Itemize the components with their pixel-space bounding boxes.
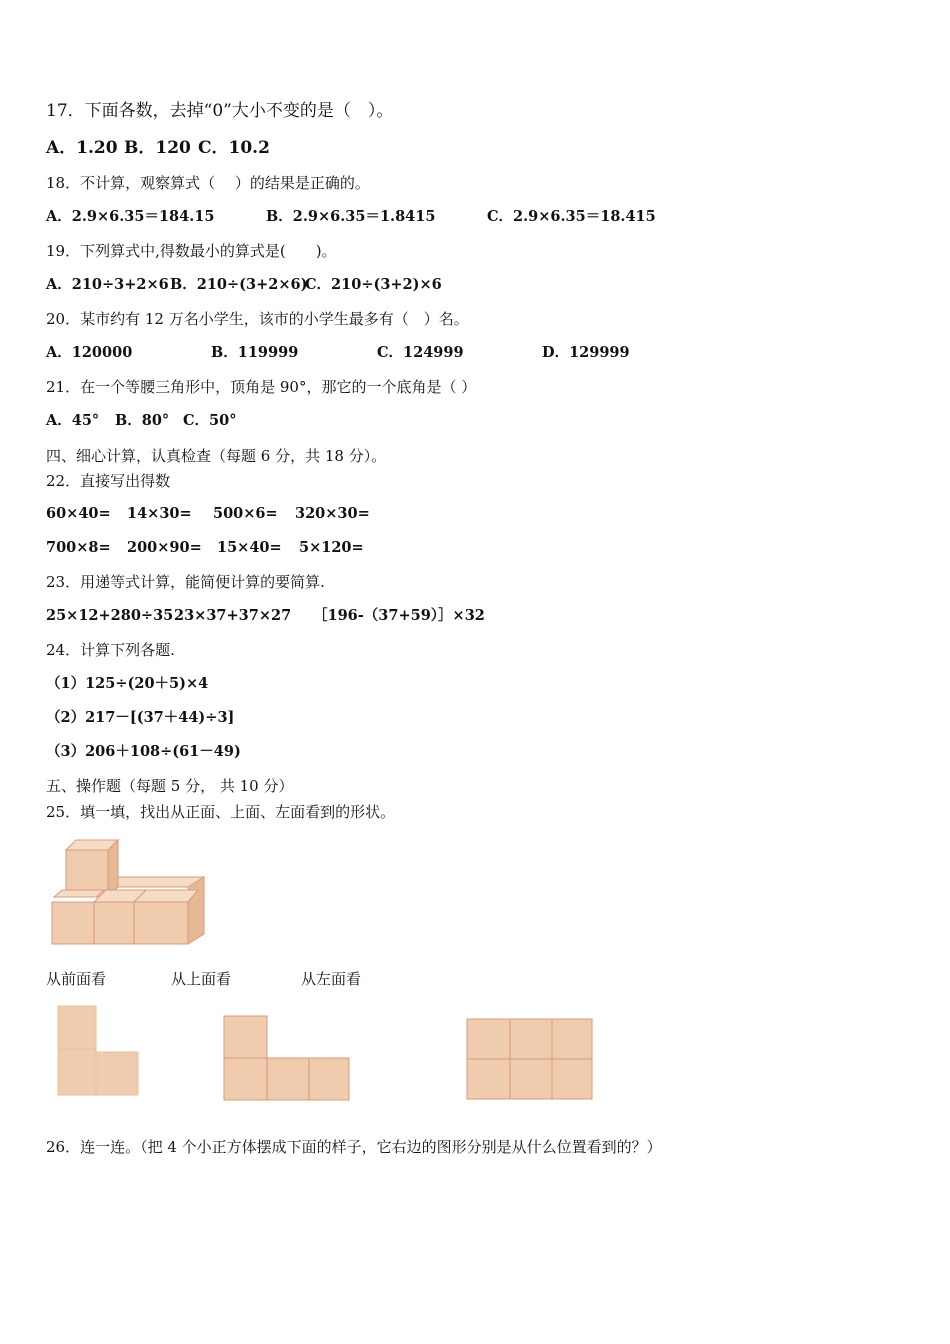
q26-stem: 26．连一连。（把 4 个小正方体摆成下面的样子，它右边的图形分别是从什么位置看到的？）: [46, 1138, 662, 1156]
q20-option-a: A．120000: [46, 344, 133, 361]
top-view-figure: [222, 1014, 352, 1102]
q24-item: （3）206＋108÷(61－49): [46, 743, 241, 760]
q22-item: 60×40=: [46, 505, 111, 522]
q22-stem: 22．直接写出得数: [46, 472, 171, 490]
view-top-label: 从上面看: [171, 970, 232, 988]
section-4-heading: 四、细心计算，认真检查（每题 6 分，共 18 分）。: [46, 447, 387, 465]
q22-item: 5×120=: [299, 539, 364, 556]
q24-item: （1）125÷(20＋5)×4: [46, 675, 209, 692]
q19-option-c: C．210÷(3+2)×6: [305, 276, 442, 293]
q22-item: 14×30=: [127, 505, 192, 522]
q19-option-b: B．210÷(3+2×6): [170, 276, 308, 293]
q23-item: 25×12+280÷35: [46, 607, 174, 624]
q22-item: 320×30=: [295, 505, 370, 522]
q21-stem: 21．在一个等腰三角形中，顶角是 90°，那它的一个底角是（ ）: [46, 378, 477, 396]
q17-stem: 17．下面各数，去掉“0”大小不变的是（ ）。: [46, 101, 394, 121]
q18-option-c: C．2.9×6.35＝18.415: [487, 208, 656, 225]
q23-item: ［196-（37+59）］×32: [313, 607, 485, 624]
q22-item: 500×6=: [213, 505, 278, 522]
q24-stem: 24．计算下列各题.: [46, 641, 175, 659]
q20-option-b: B．119999: [211, 344, 299, 361]
q23-stem: 23．用递等式计算，能简便计算的要简算.: [46, 573, 325, 591]
q18-stem: 18．不计算，观察算式（ ）的结果是正确的。: [46, 174, 370, 192]
q23-item: 23×37+37×27: [174, 607, 292, 624]
q17-option-c: C．10.2: [198, 138, 270, 158]
left-view-figure: [465, 1017, 595, 1101]
front-view-figure: [56, 1004, 142, 1098]
section-5-heading: 五、操作题（每题 5 分， 共 10 分）: [46, 777, 294, 795]
q22-item: 15×40=: [217, 539, 282, 556]
view-front-label: 从前面看: [46, 970, 107, 988]
q24-item: （2）217－[(37＋44)÷3]: [46, 709, 235, 726]
q21-option-c: C．50°: [183, 412, 237, 429]
q18-option-a: A．2.9×6.35＝184.15: [46, 208, 215, 225]
q21-option-b: B．80°: [115, 412, 170, 429]
q22-item: 200×90=: [127, 539, 202, 556]
q21-option-a: A．45°: [46, 412, 100, 429]
view-left-label: 从左面看: [301, 970, 362, 988]
q17-option-b: B．120: [124, 138, 191, 158]
q22-item: 700×8=: [46, 539, 111, 556]
q20-option-c: C．124999: [377, 344, 464, 361]
cube-stack-figure: [46, 830, 206, 950]
q20-stem: 20．某市约有 12 万名小学生，该市的小学生最多有（ ）名。: [46, 310, 469, 328]
q20-option-d: D．129999: [542, 344, 630, 361]
q25-stem: 25．填一填，找出从正面、上面、左面看到的形状。: [46, 803, 396, 821]
q18-option-b: B．2.9×6.35＝1.8415: [266, 208, 436, 225]
q19-stem: 19．下列算式中,得数最小的算式是( )。: [46, 242, 337, 260]
q19-option-a: A．210÷3+2×6: [46, 276, 169, 293]
q17-option-a: A．1.20: [46, 138, 118, 158]
